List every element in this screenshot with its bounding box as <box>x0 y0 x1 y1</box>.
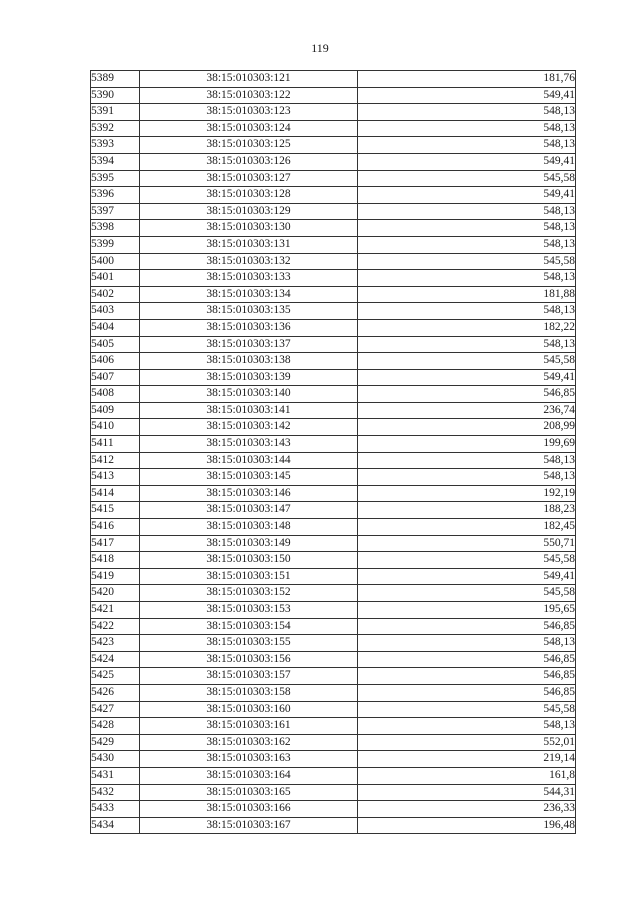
area-value-cell: 548,13 <box>358 137 576 154</box>
row-number-cell: 5426 <box>91 684 140 701</box>
cadastral-number-cell: 38:15:010303:161 <box>140 718 358 735</box>
table-row <box>91 668 576 685</box>
table-row <box>91 353 576 370</box>
cadastral-number-cell: 38:15:010303:167 <box>140 817 358 834</box>
row-number-cell: 5398 <box>91 220 140 237</box>
table-row <box>91 502 576 519</box>
row-number-cell: 5394 <box>91 153 140 170</box>
parcel-table <box>90 70 576 834</box>
row-number-cell: 5416 <box>91 519 140 536</box>
area-value-cell: 546,85 <box>358 684 576 701</box>
cadastral-number-cell: 38:15:010303:135 <box>140 303 358 320</box>
row-number-cell: 5417 <box>91 535 140 552</box>
cadastral-number-cell: 38:15:010303:138 <box>140 353 358 370</box>
cadastral-number-cell: 38:15:010303:136 <box>140 319 358 336</box>
area-value-cell: 546,85 <box>358 668 576 685</box>
area-value-cell: 548,13 <box>358 203 576 220</box>
row-number-cell: 5429 <box>91 734 140 751</box>
area-value-cell: 548,13 <box>358 220 576 237</box>
row-number-cell: 5432 <box>91 784 140 801</box>
row-number-cell: 5404 <box>91 319 140 336</box>
row-number-cell: 5415 <box>91 502 140 519</box>
area-value-cell: 188,23 <box>358 502 576 519</box>
cadastral-number-cell: 38:15:010303:141 <box>140 402 358 419</box>
area-value-cell: 195,65 <box>358 602 576 619</box>
table-row <box>91 270 576 287</box>
table-row <box>91 751 576 768</box>
table-row <box>91 684 576 701</box>
row-number-cell: 5397 <box>91 203 140 220</box>
area-value-cell: 549,41 <box>358 153 576 170</box>
area-value-cell: 548,13 <box>358 635 576 652</box>
table-row <box>91 485 576 502</box>
area-value-cell: 549,41 <box>358 369 576 386</box>
table-row <box>91 104 576 121</box>
table-row <box>91 734 576 751</box>
table-row <box>91 469 576 486</box>
cadastral-number-cell: 38:15:010303:124 <box>140 120 358 137</box>
table-row <box>91 568 576 585</box>
table-row <box>91 436 576 453</box>
area-value-cell: 548,13 <box>358 336 576 353</box>
page-number: 119 <box>311 41 329 55</box>
cadastral-number-cell: 38:15:010303:132 <box>140 253 358 270</box>
area-value-cell: 545,58 <box>358 552 576 569</box>
area-value-cell: 545,58 <box>358 701 576 718</box>
table-row <box>91 286 576 303</box>
row-number-cell: 5433 <box>91 801 140 818</box>
area-value-cell: 181,76 <box>358 71 576 88</box>
area-value-cell: 182,22 <box>358 319 576 336</box>
cadastral-number-cell: 38:15:010303:148 <box>140 519 358 536</box>
row-number-cell: 5405 <box>91 336 140 353</box>
cadastral-number-cell: 38:15:010303:137 <box>140 336 358 353</box>
area-value-cell: 192,19 <box>358 485 576 502</box>
area-value-cell: 545,58 <box>358 170 576 187</box>
row-number-cell: 5395 <box>91 170 140 187</box>
table-row <box>91 817 576 834</box>
row-number-cell: 5390 <box>91 87 140 104</box>
row-number-cell: 5409 <box>91 402 140 419</box>
table-row <box>91 220 576 237</box>
table-row <box>91 87 576 104</box>
row-number-cell: 5400 <box>91 253 140 270</box>
row-number-cell: 5407 <box>91 369 140 386</box>
row-number-cell: 5396 <box>91 187 140 204</box>
table-row <box>91 635 576 652</box>
area-value-cell: 548,13 <box>358 452 576 469</box>
table-row <box>91 203 576 220</box>
row-number-cell: 5414 <box>91 485 140 502</box>
table-row <box>91 519 576 536</box>
cadastral-number-cell: 38:15:010303:130 <box>140 220 358 237</box>
table-row <box>91 402 576 419</box>
area-value-cell: 546,85 <box>358 651 576 668</box>
table-row <box>91 236 576 253</box>
area-value-cell: 548,13 <box>358 718 576 735</box>
row-number-cell: 5418 <box>91 552 140 569</box>
row-number-cell: 5391 <box>91 104 140 121</box>
area-value-cell: 196,48 <box>358 817 576 834</box>
row-number-cell: 5420 <box>91 585 140 602</box>
parcel-table-body <box>91 71 576 834</box>
table-row <box>91 552 576 569</box>
area-value-cell: 546,85 <box>358 386 576 403</box>
cadastral-number-cell: 38:15:010303:122 <box>140 87 358 104</box>
row-number-cell: 5402 <box>91 286 140 303</box>
area-value-cell: 548,13 <box>358 104 576 121</box>
table-row <box>91 535 576 552</box>
cadastral-number-cell: 38:15:010303:155 <box>140 635 358 652</box>
area-value-cell: 548,13 <box>358 270 576 287</box>
cadastral-number-cell: 38:15:010303:163 <box>140 751 358 768</box>
area-value-cell: 182,45 <box>358 519 576 536</box>
row-number-cell: 5428 <box>91 718 140 735</box>
cadastral-number-cell: 38:15:010303:128 <box>140 187 358 204</box>
cadastral-number-cell: 38:15:010303:156 <box>140 651 358 668</box>
cadastral-number-cell: 38:15:010303:149 <box>140 535 358 552</box>
table-row <box>91 602 576 619</box>
row-number-cell: 5399 <box>91 236 140 253</box>
cadastral-number-cell: 38:15:010303:165 <box>140 784 358 801</box>
cadastral-number-cell: 38:15:010303:121 <box>140 71 358 88</box>
row-number-cell: 5411 <box>91 436 140 453</box>
table-row <box>91 618 576 635</box>
area-value-cell: 199,69 <box>358 436 576 453</box>
table-row <box>91 71 576 88</box>
row-number-cell: 5413 <box>91 469 140 486</box>
area-value-cell: 236,33 <box>358 801 576 818</box>
cadastral-number-cell: 38:15:010303:142 <box>140 419 358 436</box>
row-number-cell: 5422 <box>91 618 140 635</box>
table-row <box>91 153 576 170</box>
row-number-cell: 5419 <box>91 568 140 585</box>
cadastral-number-cell: 38:15:010303:129 <box>140 203 358 220</box>
table-row <box>91 170 576 187</box>
cadastral-number-cell: 38:15:010303:151 <box>140 568 358 585</box>
area-value-cell: 546,85 <box>358 618 576 635</box>
table-row <box>91 303 576 320</box>
cadastral-number-cell: 38:15:010303:152 <box>140 585 358 602</box>
area-value-cell: 161,8 <box>358 767 576 784</box>
cadastral-number-cell: 38:15:010303:134 <box>140 286 358 303</box>
area-value-cell: 544,31 <box>358 784 576 801</box>
row-number-cell: 5431 <box>91 767 140 784</box>
row-number-cell: 5427 <box>91 701 140 718</box>
row-number-cell: 5408 <box>91 386 140 403</box>
row-number-cell: 5406 <box>91 353 140 370</box>
cadastral-number-cell: 38:15:010303:160 <box>140 701 358 718</box>
area-value-cell: 549,41 <box>358 187 576 204</box>
table-row <box>91 585 576 602</box>
table-row <box>91 419 576 436</box>
cadastral-number-cell: 38:15:010303:166 <box>140 801 358 818</box>
cadastral-number-cell: 38:15:010303:125 <box>140 137 358 154</box>
cadastral-number-cell: 38:15:010303:157 <box>140 668 358 685</box>
row-number-cell: 5393 <box>91 137 140 154</box>
cadastral-number-cell: 38:15:010303:139 <box>140 369 358 386</box>
cadastral-number-cell: 38:15:010303:150 <box>140 552 358 569</box>
cadastral-number-cell: 38:15:010303:144 <box>140 452 358 469</box>
area-value-cell: 236,74 <box>358 402 576 419</box>
table-row <box>91 369 576 386</box>
area-value-cell: 545,58 <box>358 253 576 270</box>
table-row <box>91 651 576 668</box>
cadastral-number-cell: 38:15:010303:126 <box>140 153 358 170</box>
row-number-cell: 5425 <box>91 668 140 685</box>
cadastral-number-cell: 38:15:010303:146 <box>140 485 358 502</box>
table-row <box>91 784 576 801</box>
area-value-cell: 550,71 <box>358 535 576 552</box>
table-row <box>91 336 576 353</box>
table-row <box>91 253 576 270</box>
cadastral-number-cell: 38:15:010303:127 <box>140 170 358 187</box>
row-number-cell: 5392 <box>91 120 140 137</box>
area-value-cell: 208,99 <box>358 419 576 436</box>
area-value-cell: 548,13 <box>358 120 576 137</box>
cadastral-number-cell: 38:15:010303:153 <box>140 602 358 619</box>
area-value-cell: 548,13 <box>358 236 576 253</box>
row-number-cell: 5421 <box>91 602 140 619</box>
table-row <box>91 801 576 818</box>
area-value-cell: 549,41 <box>358 568 576 585</box>
area-value-cell: 548,13 <box>358 469 576 486</box>
cadastral-number-cell: 38:15:010303:143 <box>140 436 358 453</box>
row-number-cell: 5389 <box>91 71 140 88</box>
area-value-cell: 545,58 <box>358 585 576 602</box>
area-value-cell: 545,58 <box>358 353 576 370</box>
area-value-cell: 181,88 <box>358 286 576 303</box>
table-row <box>91 386 576 403</box>
cadastral-number-cell: 38:15:010303:140 <box>140 386 358 403</box>
row-number-cell: 5430 <box>91 751 140 768</box>
table-row <box>91 452 576 469</box>
row-number-cell: 5410 <box>91 419 140 436</box>
row-number-cell: 5424 <box>91 651 140 668</box>
cadastral-number-cell: 38:15:010303:147 <box>140 502 358 519</box>
cadastral-number-cell: 38:15:010303:164 <box>140 767 358 784</box>
row-number-cell: 5423 <box>91 635 140 652</box>
table-row <box>91 137 576 154</box>
table-row <box>91 718 576 735</box>
cadastral-number-cell: 38:15:010303:145 <box>140 469 358 486</box>
cadastral-number-cell: 38:15:010303:154 <box>140 618 358 635</box>
cadastral-number-cell: 38:15:010303:123 <box>140 104 358 121</box>
area-value-cell: 549,41 <box>358 87 576 104</box>
row-number-cell: 5412 <box>91 452 140 469</box>
table-row <box>91 187 576 204</box>
cadastral-number-cell: 38:15:010303:162 <box>140 734 358 751</box>
row-number-cell: 5434 <box>91 817 140 834</box>
row-number-cell: 5401 <box>91 270 140 287</box>
table-row <box>91 120 576 137</box>
cadastral-number-cell: 38:15:010303:133 <box>140 270 358 287</box>
cadastral-number-cell: 38:15:010303:131 <box>140 236 358 253</box>
area-value-cell: 548,13 <box>358 303 576 320</box>
area-value-cell: 219,14 <box>358 751 576 768</box>
table-row <box>91 319 576 336</box>
table-row <box>91 701 576 718</box>
cadastral-number-cell: 38:15:010303:158 <box>140 684 358 701</box>
row-number-cell: 5403 <box>91 303 140 320</box>
area-value-cell: 552,01 <box>358 734 576 751</box>
table-row <box>91 767 576 784</box>
